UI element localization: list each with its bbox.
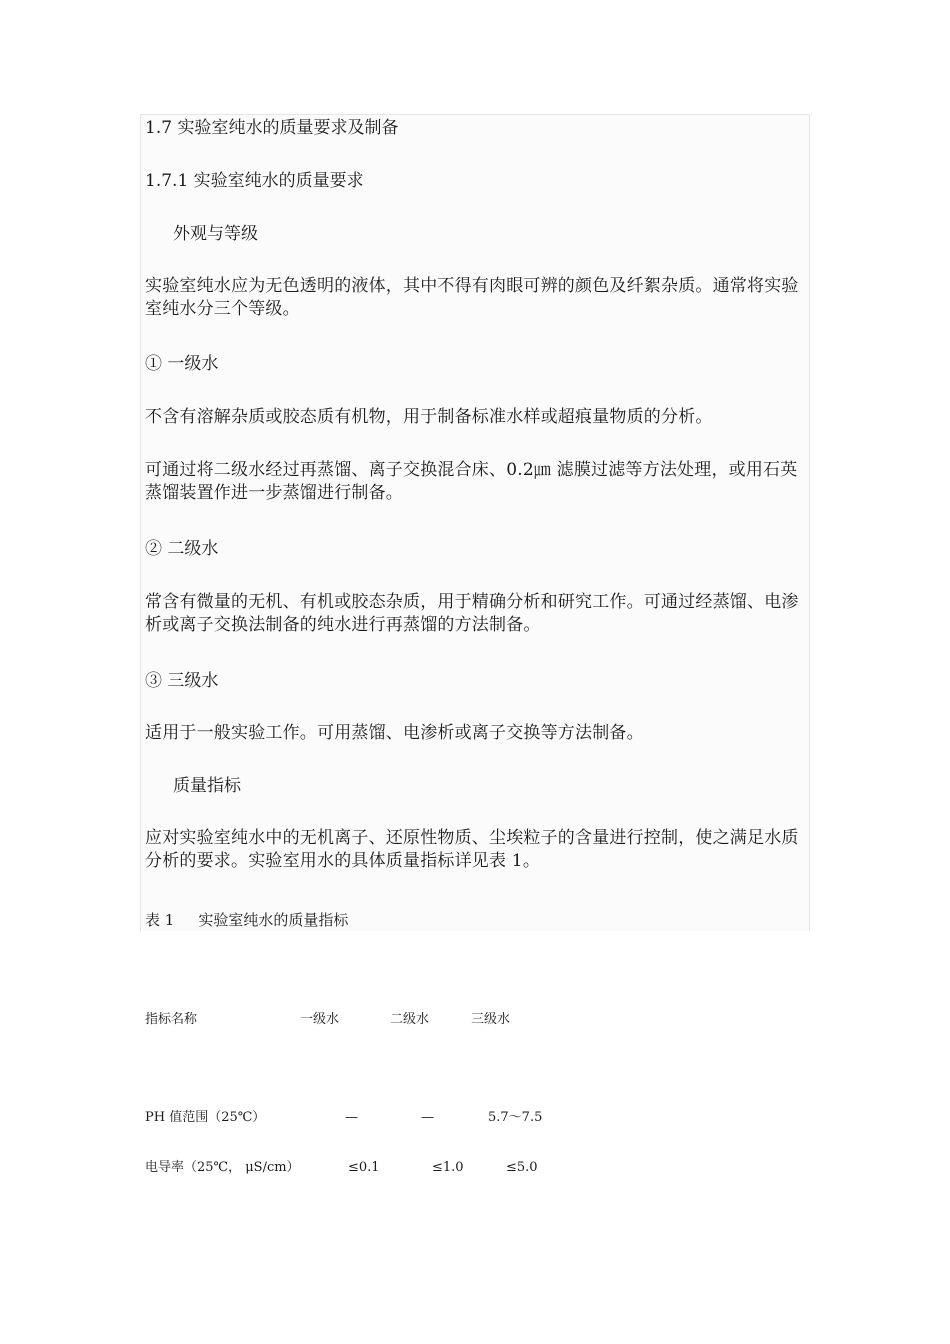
appearance-title: 外观与等级	[173, 224, 258, 244]
section-heading: 1.7 实验室纯水的质量要求及制备	[145, 118, 399, 138]
appearance-paragraph: 实验室纯水应为无色透明的液体，其中不得有肉眼可辨的颜色及纤絮杂质。通常将实验室纯水分三个等级。	[145, 276, 799, 319]
subsection-heading: 1.7.1 实验室纯水的质量要求	[145, 171, 364, 191]
table-header-grade1: 一级水	[300, 1012, 340, 1027]
table-row-conductivity-grade3: ≤5.0	[506, 1160, 538, 1175]
grade1-description: 不含有溶解杂质或胶态质有机物，用于制备标准水样或超痕量物质的分析。	[145, 407, 713, 427]
table-row-conductivity-grade1: ≤0.1	[348, 1160, 380, 1175]
quality-title: 质量指标	[173, 776, 241, 796]
table-caption-number: 表 1	[145, 911, 175, 929]
grade3-paragraph: 适用于一般实验工作。可用蒸馏、电渗析或离子交换等方法制备。	[145, 723, 644, 743]
table-caption-title: 实验室纯水的质量指标	[198, 911, 349, 929]
table-row-ph-grade3: 5.7～7.5	[488, 1110, 543, 1125]
table-header-grade3: 三级水	[471, 1012, 511, 1027]
table-caption	[145, 910, 348, 930]
table-row-ph-grade2: —	[421, 1110, 434, 1125]
table-row-conductivity-name: 电导率（25℃， μS/cm）	[145, 1160, 300, 1175]
table-row-ph-name: PH 值范围（25℃）	[145, 1110, 266, 1125]
grade2-paragraph: 常含有微量的无机、有机或胶态杂质，用于精确分析和研究工作。可通过经蒸馏、电渗析或离子交换法制备的纯水进行再蒸馏的方法制备。	[145, 592, 799, 635]
table-header-name: 指标名称	[145, 1012, 198, 1027]
grade1-preparation: 可通过将二级水经过再蒸馏、离子交换混合床、0.2㎛ 滤膜过滤等方法处理，或用石英蒸馏装置作进一步蒸馏进行制备。	[145, 460, 798, 503]
table-row-ph-grade1: —	[345, 1110, 358, 1125]
grade3-title: ③ 三级水	[145, 671, 219, 691]
grade2-title: ② 二级水	[145, 539, 219, 559]
table-header-grade2: 二级水	[390, 1012, 430, 1027]
table-row-conductivity-grade2: ≤1.0	[432, 1160, 464, 1175]
quality-paragraph: 应对实验室纯水中的无机离子、还原性物质、尘埃粒子的含量进行控制，使之满足水质分析的要求。实验室用水的具体质量指标详见表 1。	[145, 828, 799, 871]
grade1-title: ① 一级水	[145, 354, 219, 374]
